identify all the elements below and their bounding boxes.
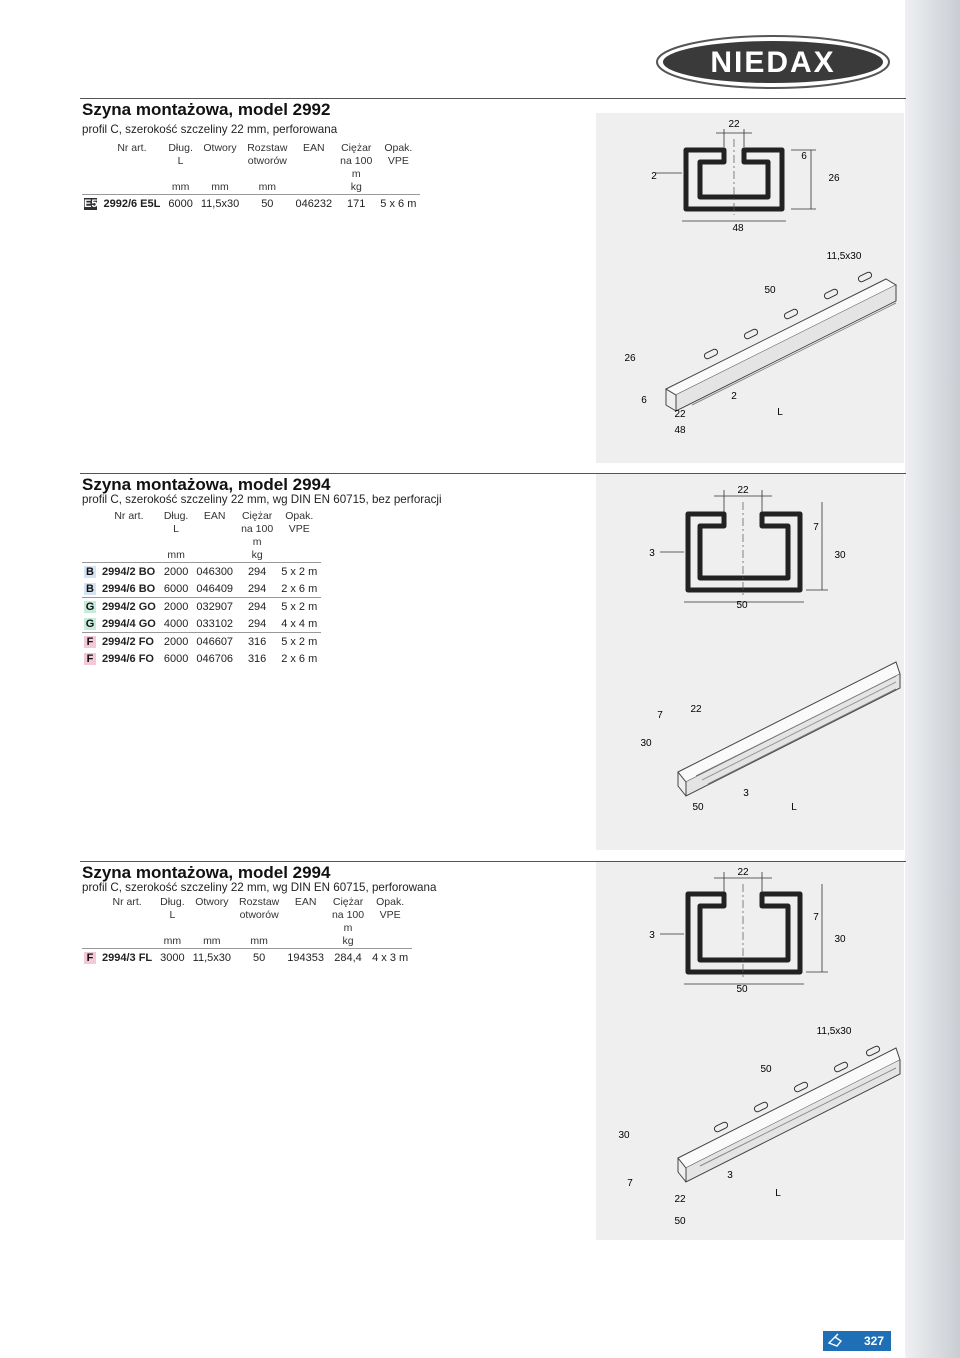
hdr-length: Dług.	[168, 142, 193, 154]
section2-subtitle: profil C, szerokość szczeliny 22 mm, wg DIN EN 60715, bez perforacji	[82, 493, 442, 506]
category-code-badge: F	[82, 949, 98, 967]
profile-dimension-lines	[660, 490, 828, 602]
category-code-badge: F	[82, 650, 98, 667]
section1-subtitle: profil C, szerokość szczeliny 22 mm, perforowana	[82, 123, 338, 136]
hdr-holes: Otwory	[203, 142, 237, 154]
dim-label: 50	[692, 802, 704, 813]
dim-label: 6	[641, 395, 647, 406]
dim-label: 50	[736, 984, 748, 995]
table-row: F 2994/3 FL 3000 11,5x30 50 194353 284,4 4 x 3 m	[82, 949, 412, 967]
dim-label: 30	[618, 1130, 630, 1141]
table-row: G 2994/4 GO 4000 033102 294 4 x 4 m	[82, 615, 321, 633]
dim-label: 50	[736, 600, 748, 611]
section2-drawings	[596, 474, 904, 850]
hdr-length-unit: mm	[171, 181, 190, 193]
hdr-holes-unit: mm	[211, 181, 229, 193]
hdr-weight: Ciężar	[241, 510, 273, 522]
isometric-rail	[678, 1045, 900, 1182]
dim-label: 7	[657, 710, 663, 721]
category-code-badge: G	[85, 617, 95, 630]
section1-table	[82, 142, 420, 212]
dim-label: 50	[760, 1064, 772, 1075]
section1-drawing-panel	[596, 113, 904, 463]
hdr-art: Nr art.	[112, 896, 142, 908]
dim-label: 3	[743, 788, 749, 799]
page-number-badge	[823, 1331, 891, 1351]
hdr-length: Dług.	[160, 896, 185, 908]
section-divider	[80, 98, 906, 99]
dim-label: 11,5x30	[816, 1026, 852, 1037]
dim-label: 22	[737, 867, 749, 878]
dim-label: 26	[624, 353, 636, 364]
hdr-spacing-2: otworów	[247, 155, 287, 167]
table-row: G 2994/2 GO 2000 032907 294 5 x 2 m	[82, 598, 321, 616]
section2-title: Szyna montażowa, model 2994	[82, 475, 331, 494]
section1-drawings	[596, 113, 904, 463]
dim-label: 3	[649, 930, 655, 941]
dim-label: 30	[640, 738, 652, 749]
hdr-art: Nr art.	[117, 142, 147, 154]
hdr-vpe-2: VPE	[387, 155, 409, 167]
hand-pointer-icon	[827, 1333, 845, 1349]
hdr-ean: EAN	[303, 142, 325, 154]
dim-label: 48	[674, 425, 686, 436]
hdr-holes: Otwory	[195, 896, 229, 908]
hdr-weight: Ciężar	[341, 142, 372, 154]
isometric-rail	[678, 662, 900, 796]
dim-label: 11,5x30	[826, 251, 862, 262]
dim-label: 30	[834, 550, 846, 561]
table-row: F 2994/6 FO 6000 046706 316 2 x 6 m	[82, 650, 321, 667]
hdr-spacing: Rozstaw	[247, 142, 288, 154]
hdr-weight-3: m	[351, 168, 361, 180]
dim-label: 2	[731, 391, 737, 402]
hdr-weight-2: na 100	[340, 155, 373, 167]
table-row: B 2994/2 BO 2000 046300 294 5 x 2 m	[82, 563, 321, 581]
hdr-weight-unit: kg	[350, 181, 362, 193]
hdr-length: Dług.	[163, 510, 189, 522]
dim-label: 22	[674, 409, 686, 420]
dim-label: 6	[801, 151, 807, 162]
section1-title: Szyna montażowa, model 2992	[82, 100, 331, 119]
section3-drawing-panel	[596, 862, 904, 1240]
dim-label: 22	[728, 119, 740, 130]
hdr-spacing-unit: mm	[258, 181, 277, 193]
dim-label: L	[791, 802, 797, 813]
section3-subtitle: profil C, szerokość szczeliny 22 mm, wg DIN EN 60715, perforowana	[82, 881, 437, 894]
section3-drawings	[596, 862, 904, 1240]
page-number: 327	[863, 1334, 884, 1348]
hdr-ean: EAN	[294, 896, 317, 908]
table-row: E5 2992/6 E5L 6000 11,5x30 50 046232 171 5 x 6 m	[82, 195, 420, 213]
hdr-spacing: Rozstaw	[238, 896, 280, 908]
logo-text: NIEDAX	[710, 46, 836, 79]
dim-label: 22	[690, 704, 702, 715]
dim-label: 3	[727, 1170, 733, 1181]
page-edge-band	[905, 0, 960, 1358]
table-row: B 2994/6 BO 6000 046409 294 2 x 6 m	[82, 580, 321, 598]
dim-label: 2	[651, 171, 657, 182]
niedax-logo	[655, 34, 891, 90]
category-code-badge: G	[82, 598, 98, 616]
section2-drawing-panel	[596, 474, 904, 850]
hdr-length-l: L	[177, 155, 184, 167]
dim-label: 26	[828, 173, 840, 184]
hdr-vpe: Opak.	[384, 142, 413, 154]
dim-label: 48	[732, 223, 744, 234]
profile-cross-section	[686, 139, 782, 215]
dim-label: 22	[674, 1194, 686, 1205]
category-code-badge: E5	[82, 195, 99, 213]
isometric-rail	[666, 271, 896, 411]
dim-label: 22	[737, 485, 749, 496]
section3-title: Szyna montażowa, model 2994	[82, 863, 331, 882]
dim-label: 30	[834, 934, 846, 945]
hdr-vpe: Opak.	[376, 896, 405, 908]
dim-label: 7	[813, 912, 819, 923]
hdr-vpe: Opak.	[285, 510, 314, 522]
hdr-art: Nr art.	[114, 510, 144, 522]
dim-label: 7	[627, 1178, 633, 1189]
profile-dimension-lines	[660, 872, 828, 984]
section3-table: Nr art. Dług. Otwory Rozstaw EAN Ciężar Opak. L otworów na 100 VPE m mm mm mm kg F 2994/3 FL 3000 11,5x30 50 194353 284,4 4 x 3 m	[82, 896, 412, 966]
dim-label: L	[775, 1188, 781, 1199]
section2-table: Nr art. Dług. EAN Ciężar Opak. L na 100 VPE m mm kg B 2994/2 BO 2000 046300 294 5 x 2 m B 2994/6 BO 6000 046409 294 2 x 6 m G 2994/2 GO 2000 032907 294 5 x 2 m G 2994/4 GO 4000 033102 294 4 x 4 m F 2994/2 FO 2000 046607 316 5 x 2 m F 2994/6 FO 6000 046706 316 2 x 6 m	[82, 510, 321, 667]
profile-cross-section	[688, 884, 800, 980]
dim-label: 3	[649, 548, 655, 559]
dim-label: 50	[764, 285, 776, 296]
dim-label: 7	[813, 522, 819, 533]
dim-label: 50	[674, 1216, 686, 1227]
category-code-badge: B	[82, 580, 98, 598]
hdr-weight: Ciężar	[332, 896, 364, 908]
category-code-badge: F	[82, 633, 98, 651]
profile-cross-section	[688, 502, 800, 598]
dim-label: L	[777, 407, 783, 418]
table-row: F 2994/2 FO 2000 046607 316 5 x 2 m	[82, 633, 321, 651]
hdr-ean: EAN	[203, 510, 226, 522]
category-code-badge: B	[82, 563, 98, 581]
